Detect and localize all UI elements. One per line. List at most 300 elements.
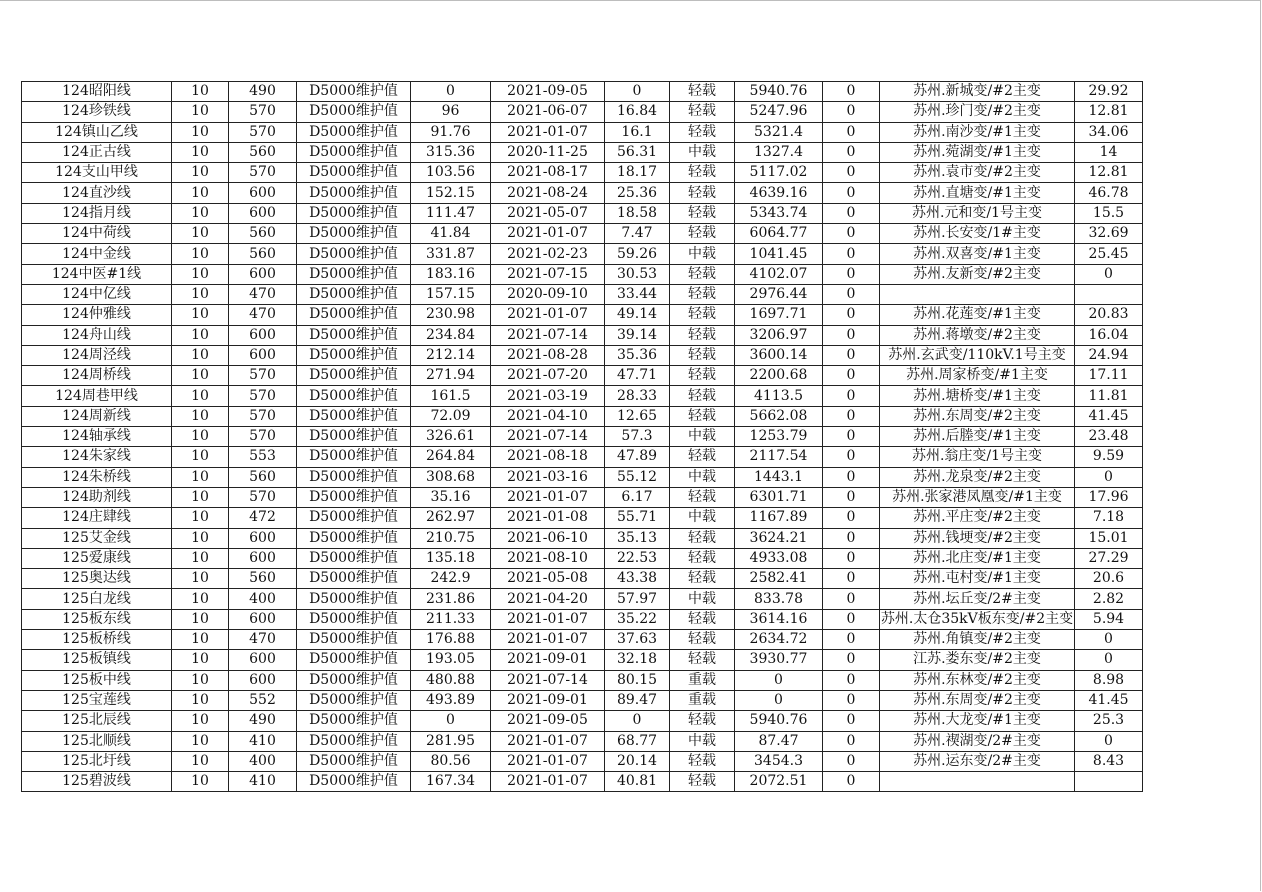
transformer-load-cell: 24.94 — [1075, 345, 1143, 365]
flag-cell: 0 — [823, 366, 880, 386]
flag-cell: 0 — [823, 386, 880, 406]
source-cell: D5000维护值 — [297, 122, 411, 142]
source-cell: D5000维护值 — [297, 447, 411, 467]
table-row — [22, 244, 1143, 264]
substation-transformer-cell: 苏州.玄武变/110kV.1号主变 — [880, 345, 1075, 365]
load-rate-cell: 43.38 — [605, 569, 670, 589]
transformer-load-cell: 0 — [1075, 467, 1143, 487]
load-rate-cell: 35.36 — [605, 345, 670, 365]
max-current-cell: 326.61 — [411, 427, 491, 447]
transformer-load-cell: 25.3 — [1075, 711, 1143, 731]
rated-current-cell: 472 — [229, 508, 297, 528]
flag-cell: 0 — [823, 325, 880, 345]
transformer-load-cell: 15.5 — [1075, 203, 1143, 223]
load-rate-cell: 47.71 — [605, 366, 670, 386]
voltage-cell: 10 — [172, 690, 229, 710]
voltage-cell: 10 — [172, 122, 229, 142]
feeder-name-cell: 124仲雅线 — [22, 305, 172, 325]
spare-capacity-cell: 3624.21 — [735, 528, 823, 548]
rated-current-cell: 570 — [229, 102, 297, 122]
load-status-cell: 轻载 — [670, 569, 735, 589]
spare-capacity-cell: 5343.74 — [735, 203, 823, 223]
transformer-load-cell: 20.83 — [1075, 305, 1143, 325]
feeder-name-cell: 124助剂线 — [22, 487, 172, 507]
substation-transformer-cell: 苏州.元和变/1号主变 — [880, 203, 1075, 223]
voltage-cell: 10 — [172, 528, 229, 548]
spare-capacity-cell: 5940.76 — [735, 82, 823, 102]
spare-capacity-cell: 5117.02 — [735, 163, 823, 183]
substation-transformer-cell: 苏州.长安变/1#主变 — [880, 224, 1075, 244]
table-body — [22, 82, 1143, 792]
spare-capacity-cell: 1443.1 — [735, 467, 823, 487]
rated-current-cell: 560 — [229, 467, 297, 487]
substation-transformer-cell: 苏州.塘桥变/#1主变 — [880, 386, 1075, 406]
load-rate-cell: 18.58 — [605, 203, 670, 223]
source-cell: D5000维护值 — [297, 548, 411, 568]
voltage-cell: 10 — [172, 345, 229, 365]
flag-cell: 0 — [823, 345, 880, 365]
date-cell: 2021-05-07 — [491, 203, 605, 223]
source-cell: D5000维护值 — [297, 508, 411, 528]
flag-cell: 0 — [823, 82, 880, 102]
feeder-name-cell: 124周桥线 — [22, 366, 172, 386]
voltage-cell: 10 — [172, 183, 229, 203]
substation-transformer-cell: 江苏.娄东变/#2主变 — [880, 650, 1075, 670]
transformer-load-cell: 27.29 — [1075, 548, 1143, 568]
spare-capacity-cell: 6064.77 — [735, 224, 823, 244]
max-current-cell: 72.09 — [411, 406, 491, 426]
spare-capacity-cell: 1697.71 — [735, 305, 823, 325]
load-rate-cell: 16.1 — [605, 122, 670, 142]
table-row — [22, 142, 1143, 162]
load-rate-cell: 32.18 — [605, 650, 670, 670]
flag-cell: 0 — [823, 548, 880, 568]
load-status-cell: 轻载 — [670, 163, 735, 183]
spare-capacity-cell: 6301.71 — [735, 487, 823, 507]
load-rate-cell: 30.53 — [605, 264, 670, 284]
max-current-cell: 212.14 — [411, 345, 491, 365]
source-cell: D5000维护值 — [297, 142, 411, 162]
load-status-cell: 轻载 — [670, 325, 735, 345]
rated-current-cell: 410 — [229, 731, 297, 751]
transformer-load-cell: 29.92 — [1075, 82, 1143, 102]
table-row — [22, 427, 1143, 447]
source-cell: D5000维护值 — [297, 163, 411, 183]
table-row — [22, 508, 1143, 528]
table-row — [22, 772, 1143, 792]
substation-transformer-cell: 苏州.花莲变/#1主变 — [880, 305, 1075, 325]
flag-cell: 0 — [823, 589, 880, 609]
transformer-load-cell: 0 — [1075, 264, 1143, 284]
load-status-cell: 轻载 — [670, 447, 735, 467]
spare-capacity-cell: 0 — [735, 690, 823, 710]
voltage-cell: 10 — [172, 630, 229, 650]
rated-current-cell: 560 — [229, 142, 297, 162]
spare-capacity-cell: 2582.41 — [735, 569, 823, 589]
max-current-cell: 262.97 — [411, 508, 491, 528]
spare-capacity-cell: 3454.3 — [735, 751, 823, 771]
load-status-cell: 中载 — [670, 467, 735, 487]
source-cell: D5000维护值 — [297, 589, 411, 609]
load-status-cell: 轻载 — [670, 406, 735, 426]
substation-transformer-cell: 苏州.蒋墩变/#2主变 — [880, 325, 1075, 345]
rated-current-cell: 570 — [229, 163, 297, 183]
source-cell: D5000维护值 — [297, 751, 411, 771]
source-cell: D5000维护值 — [297, 711, 411, 731]
max-current-cell: 183.16 — [411, 264, 491, 284]
load-status-cell: 轻载 — [670, 609, 735, 629]
date-cell: 2021-02-23 — [491, 244, 605, 264]
max-current-cell: 234.84 — [411, 325, 491, 345]
spare-capacity-cell: 3930.77 — [735, 650, 823, 670]
flag-cell: 0 — [823, 102, 880, 122]
load-status-cell: 轻载 — [670, 102, 735, 122]
load-rate-cell: 35.13 — [605, 528, 670, 548]
spare-capacity-cell: 4113.5 — [735, 386, 823, 406]
substation-transformer-cell: 苏州.直塘变/#1主变 — [880, 183, 1075, 203]
flag-cell: 0 — [823, 447, 880, 467]
load-rate-cell: 28.33 — [605, 386, 670, 406]
load-status-cell: 轻载 — [670, 224, 735, 244]
table-row — [22, 711, 1143, 731]
max-current-cell: 80.56 — [411, 751, 491, 771]
load-status-cell: 轻载 — [670, 264, 735, 284]
max-current-cell: 315.36 — [411, 142, 491, 162]
feeder-name-cell: 124直沙线 — [22, 183, 172, 203]
substation-transformer-cell: 苏州.东周变/#2主变 — [880, 690, 1075, 710]
voltage-cell: 10 — [172, 508, 229, 528]
load-status-cell: 轻载 — [670, 183, 735, 203]
max-current-cell: 331.87 — [411, 244, 491, 264]
load-rate-cell: 0 — [605, 82, 670, 102]
spare-capacity-cell: 4639.16 — [735, 183, 823, 203]
transformer-load-cell: 15.01 — [1075, 528, 1143, 548]
rated-current-cell: 400 — [229, 589, 297, 609]
flag-cell: 0 — [823, 690, 880, 710]
transformer-load-cell: 5.94 — [1075, 609, 1143, 629]
source-cell: D5000维护值 — [297, 650, 411, 670]
substation-transformer-cell: 苏州.太仓35kV板东变/#2主变 — [880, 609, 1075, 629]
substation-transformer-cell: 苏州.运东变/2#主变 — [880, 751, 1075, 771]
voltage-cell: 10 — [172, 447, 229, 467]
voltage-cell: 10 — [172, 548, 229, 568]
load-status-cell: 轻载 — [670, 122, 735, 142]
load-rate-cell: 55.71 — [605, 508, 670, 528]
voltage-cell: 10 — [172, 670, 229, 690]
voltage-cell: 10 — [172, 406, 229, 426]
max-current-cell: 167.34 — [411, 772, 491, 792]
transformer-load-cell: 32.69 — [1075, 224, 1143, 244]
date-cell: 2021-07-14 — [491, 427, 605, 447]
table-row — [22, 122, 1143, 142]
source-cell: D5000维护值 — [297, 183, 411, 203]
max-current-cell: 176.88 — [411, 630, 491, 650]
table-row — [22, 751, 1143, 771]
feeder-name-cell: 124珍铁线 — [22, 102, 172, 122]
table-row — [22, 690, 1143, 710]
rated-current-cell: 600 — [229, 264, 297, 284]
flag-cell: 0 — [823, 609, 880, 629]
feeder-name-cell: 125北顺线 — [22, 731, 172, 751]
transformer-load-cell: 41.45 — [1075, 406, 1143, 426]
load-status-cell: 轻载 — [670, 548, 735, 568]
source-cell: D5000维护值 — [297, 386, 411, 406]
load-rate-cell: 57.3 — [605, 427, 670, 447]
source-cell: D5000维护值 — [297, 203, 411, 223]
load-status-cell: 中载 — [670, 731, 735, 751]
spare-capacity-cell: 87.47 — [735, 731, 823, 751]
table-row — [22, 102, 1143, 122]
transformer-load-cell: 8.98 — [1075, 670, 1143, 690]
voltage-cell: 10 — [172, 366, 229, 386]
voltage-cell: 10 — [172, 569, 229, 589]
spare-capacity-cell: 2200.68 — [735, 366, 823, 386]
source-cell: D5000维护值 — [297, 427, 411, 447]
load-rate-cell: 18.17 — [605, 163, 670, 183]
max-current-cell: 135.18 — [411, 548, 491, 568]
voltage-cell: 10 — [172, 386, 229, 406]
flag-cell: 0 — [823, 305, 880, 325]
transformer-load-cell: 0 — [1075, 731, 1143, 751]
source-cell: D5000维护值 — [297, 264, 411, 284]
max-current-cell: 111.47 — [411, 203, 491, 223]
substation-transformer-cell: 苏州.双喜变/#1主变 — [880, 244, 1075, 264]
transformer-load-cell: 20.6 — [1075, 569, 1143, 589]
flag-cell: 0 — [823, 224, 880, 244]
table-row — [22, 406, 1143, 426]
load-rate-cell: 12.65 — [605, 406, 670, 426]
substation-transformer-cell: 苏州.珍门变/#2主变 — [880, 102, 1075, 122]
substation-transformer-cell: 苏州.角镇变/#2主变 — [880, 630, 1075, 650]
table-row — [22, 203, 1143, 223]
max-current-cell: 493.89 — [411, 690, 491, 710]
source-cell: D5000维护值 — [297, 366, 411, 386]
voltage-cell: 10 — [172, 467, 229, 487]
date-cell: 2021-06-10 — [491, 528, 605, 548]
table-row — [22, 345, 1143, 365]
date-cell: 2021-01-07 — [491, 487, 605, 507]
max-current-cell: 103.56 — [411, 163, 491, 183]
load-rate-cell: 55.12 — [605, 467, 670, 487]
spare-capacity-cell: 2072.51 — [735, 772, 823, 792]
feeder-name-cell: 124周巷甲线 — [22, 386, 172, 406]
load-status-cell: 轻载 — [670, 203, 735, 223]
date-cell: 2021-03-19 — [491, 386, 605, 406]
source-cell: D5000维护值 — [297, 772, 411, 792]
transformer-load-cell: 9.59 — [1075, 447, 1143, 467]
rated-current-cell: 600 — [229, 548, 297, 568]
spare-capacity-cell: 5662.08 — [735, 406, 823, 426]
spare-capacity-cell: 1327.4 — [735, 142, 823, 162]
max-current-cell: 41.84 — [411, 224, 491, 244]
load-rate-cell: 6.17 — [605, 487, 670, 507]
spare-capacity-cell: 2976.44 — [735, 284, 823, 304]
voltage-cell: 10 — [172, 224, 229, 244]
load-rate-cell: 59.26 — [605, 244, 670, 264]
spare-capacity-cell: 3206.97 — [735, 325, 823, 345]
rated-current-cell: 600 — [229, 670, 297, 690]
substation-transformer-cell: 苏州.平庄变/#2主变 — [880, 508, 1075, 528]
transformer-load-cell: 0 — [1075, 650, 1143, 670]
load-status-cell: 轻载 — [670, 487, 735, 507]
date-cell: 2021-06-07 — [491, 102, 605, 122]
rated-current-cell: 570 — [229, 122, 297, 142]
feeder-name-cell: 125艾金线 — [22, 528, 172, 548]
flag-cell: 0 — [823, 670, 880, 690]
rated-current-cell: 600 — [229, 203, 297, 223]
flag-cell: 0 — [823, 772, 880, 792]
substation-transformer-cell: 苏州.新城变/#2主变 — [880, 82, 1075, 102]
transformer-load-cell: 25.45 — [1075, 244, 1143, 264]
substation-transformer-cell: 苏州.屯村变/#1主变 — [880, 569, 1075, 589]
flag-cell: 0 — [823, 284, 880, 304]
spare-capacity-cell: 3614.16 — [735, 609, 823, 629]
voltage-cell: 10 — [172, 487, 229, 507]
table-row — [22, 386, 1143, 406]
load-rate-cell: 20.14 — [605, 751, 670, 771]
load-status-cell: 中载 — [670, 508, 735, 528]
date-cell: 2021-01-07 — [491, 224, 605, 244]
flag-cell: 0 — [823, 163, 880, 183]
load-status-cell: 轻载 — [670, 366, 735, 386]
rated-current-cell: 410 — [229, 772, 297, 792]
feeder-name-cell: 124支山甲线 — [22, 163, 172, 183]
max-current-cell: 242.9 — [411, 569, 491, 589]
flag-cell: 0 — [823, 244, 880, 264]
source-cell: D5000维护值 — [297, 325, 411, 345]
substation-transformer-cell: 苏州.菀湖变/#1主变 — [880, 142, 1075, 162]
substation-transformer-cell: 苏州.袁市变/#2主变 — [880, 163, 1075, 183]
spare-capacity-cell: 3600.14 — [735, 345, 823, 365]
feeder-name-cell: 124正古线 — [22, 142, 172, 162]
date-cell: 2021-01-07 — [491, 731, 605, 751]
feeder-name-cell: 124朱家线 — [22, 447, 172, 467]
feeder-name-cell: 124周泾线 — [22, 345, 172, 365]
substation-transformer-cell: 苏州.坛丘变/2#主变 — [880, 589, 1075, 609]
spare-capacity-cell: 5321.4 — [735, 122, 823, 142]
flag-cell: 0 — [823, 142, 880, 162]
transformer-load-cell: 41.45 — [1075, 690, 1143, 710]
load-rate-cell: 57.97 — [605, 589, 670, 609]
load-rate-cell: 39.14 — [605, 325, 670, 345]
table-row — [22, 528, 1143, 548]
spare-capacity-cell: 0 — [735, 670, 823, 690]
table-row — [22, 630, 1143, 650]
date-cell: 2021-05-08 — [491, 569, 605, 589]
voltage-cell: 10 — [172, 325, 229, 345]
date-cell: 2021-01-07 — [491, 609, 605, 629]
voltage-cell: 10 — [172, 731, 229, 751]
max-current-cell: 480.88 — [411, 670, 491, 690]
substation-transformer-cell: 苏州.大龙变/#1主变 — [880, 711, 1075, 731]
table-row — [22, 224, 1143, 244]
transformer-load-cell: 2.82 — [1075, 589, 1143, 609]
substation-transformer-cell: 苏州.周家桥变/#1主变 — [880, 366, 1075, 386]
load-rate-cell: 68.77 — [605, 731, 670, 751]
max-current-cell: 231.86 — [411, 589, 491, 609]
transformer-load-cell: 14 — [1075, 142, 1143, 162]
flag-cell: 0 — [823, 427, 880, 447]
table-row — [22, 548, 1143, 568]
date-cell: 2021-01-07 — [491, 772, 605, 792]
rated-current-cell: 600 — [229, 528, 297, 548]
date-cell: 2021-08-18 — [491, 447, 605, 467]
voltage-cell: 10 — [172, 427, 229, 447]
rated-current-cell: 470 — [229, 305, 297, 325]
table-row — [22, 487, 1143, 507]
source-cell: D5000维护值 — [297, 569, 411, 589]
source-cell: D5000维护值 — [297, 305, 411, 325]
date-cell: 2021-03-16 — [491, 467, 605, 487]
voltage-cell: 10 — [172, 264, 229, 284]
date-cell: 2021-08-28 — [491, 345, 605, 365]
date-cell: 2021-04-20 — [491, 589, 605, 609]
rated-current-cell: 490 — [229, 82, 297, 102]
date-cell: 2021-07-20 — [491, 366, 605, 386]
source-cell: D5000维护值 — [297, 670, 411, 690]
load-status-cell: 轻载 — [670, 82, 735, 102]
voltage-cell: 10 — [172, 284, 229, 304]
table-row — [22, 731, 1143, 751]
rated-current-cell: 570 — [229, 366, 297, 386]
load-rate-cell: 16.84 — [605, 102, 670, 122]
load-status-cell: 轻载 — [670, 650, 735, 670]
max-current-cell: 157.15 — [411, 284, 491, 304]
feeder-name-cell: 125北辰线 — [22, 711, 172, 731]
max-current-cell: 210.75 — [411, 528, 491, 548]
load-status-cell: 重载 — [670, 690, 735, 710]
transformer-load-cell — [1075, 284, 1143, 304]
transformer-load-cell: 11.81 — [1075, 386, 1143, 406]
rated-current-cell: 570 — [229, 487, 297, 507]
substation-transformer-cell: 苏州.东林变/#2主变 — [880, 670, 1075, 690]
flag-cell: 0 — [823, 650, 880, 670]
flag-cell: 0 — [823, 569, 880, 589]
flag-cell: 0 — [823, 630, 880, 650]
table-row — [22, 650, 1143, 670]
transformer-load-cell: 12.81 — [1075, 102, 1143, 122]
feeder-name-cell: 125板镇线 — [22, 650, 172, 670]
substation-transformer-cell: 苏州.后塍变/#1主变 — [880, 427, 1075, 447]
load-status-cell: 轻载 — [670, 345, 735, 365]
feeder-name-cell: 124中荷线 — [22, 224, 172, 244]
max-current-cell: 161.5 — [411, 386, 491, 406]
substation-transformer-cell — [880, 284, 1075, 304]
rated-current-cell: 570 — [229, 406, 297, 426]
source-cell: D5000维护值 — [297, 609, 411, 629]
table-row — [22, 569, 1143, 589]
table-row — [22, 325, 1143, 345]
table-row — [22, 467, 1143, 487]
date-cell: 2021-01-08 — [491, 508, 605, 528]
source-cell: D5000维护值 — [297, 630, 411, 650]
max-current-cell: 264.84 — [411, 447, 491, 467]
voltage-cell: 10 — [172, 163, 229, 183]
max-current-cell: 281.95 — [411, 731, 491, 751]
flag-cell: 0 — [823, 508, 880, 528]
date-cell: 2021-08-24 — [491, 183, 605, 203]
voltage-cell: 10 — [172, 650, 229, 670]
rated-current-cell: 600 — [229, 183, 297, 203]
load-status-cell: 中载 — [670, 427, 735, 447]
load-rate-cell: 49.14 — [605, 305, 670, 325]
spare-capacity-cell: 5940.76 — [735, 711, 823, 731]
feeder-name-cell: 125板桥线 — [22, 630, 172, 650]
flag-cell: 0 — [823, 487, 880, 507]
feeder-name-cell: 125板中线 — [22, 670, 172, 690]
rated-current-cell: 570 — [229, 427, 297, 447]
source-cell: D5000维护值 — [297, 284, 411, 304]
